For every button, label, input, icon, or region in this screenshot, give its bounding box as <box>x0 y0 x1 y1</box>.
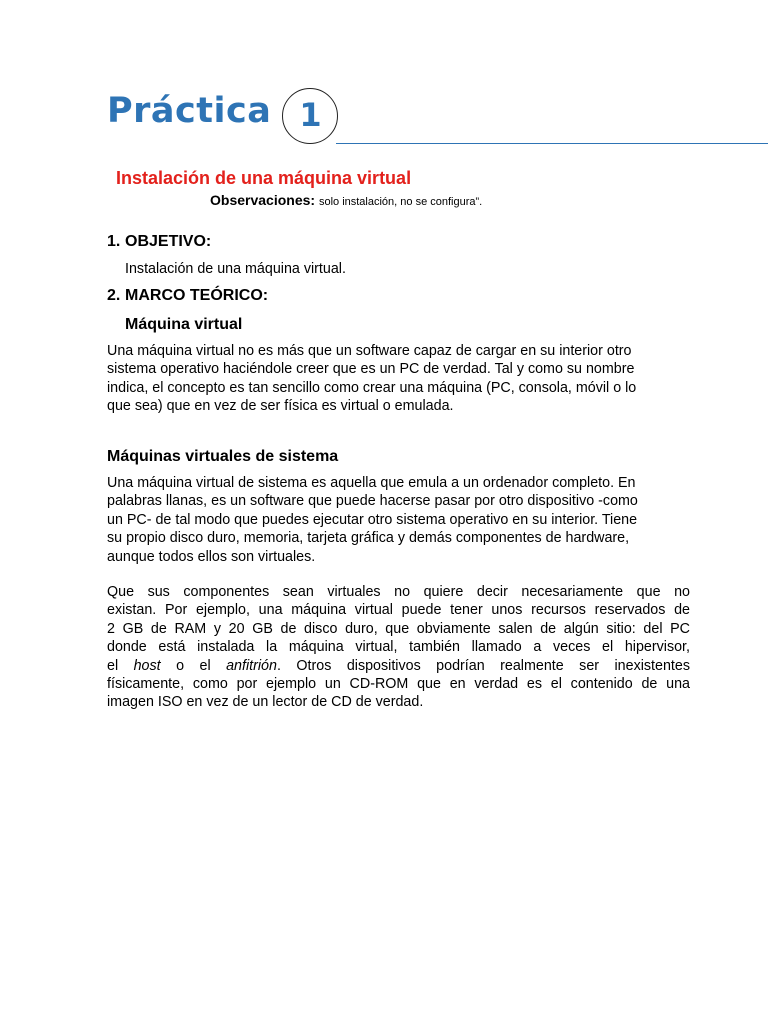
paragraph-line: existan. Por ejemplo, una máquina virtual puede tener unos recursos reservados de <box>107 602 690 619</box>
page-title: Práctica <box>107 91 272 131</box>
paragraph-line: donde está instalada la máquina virtual, también llamado a veces el hipervisor, <box>107 639 690 656</box>
paragraph-line: imagen ISO en vez de un lector de CD de verdad. <box>107 694 424 711</box>
text-run: . Otros dispositivos podrían realmente ser inexistentes <box>276 657 690 674</box>
subtitle: Instalación de una máquina virtual <box>116 168 412 188</box>
heading-maquinas-virtuales-sistema: Máquinas virtuales de sistema <box>107 448 339 465</box>
paragraph-line: un PC- de tal modo que puedes ejecutar otro sistema operativo en su interior. Tiene <box>107 511 638 528</box>
paragraph-1 <box>107 342 689 416</box>
text-run-italic: host <box>133 657 161 674</box>
paragraph-line: sistema operativo haciéndole creer que es un PC de verdad. Tal y como su nombre <box>107 361 635 378</box>
observations-text: solo instalación, no se configura <box>318 196 476 208</box>
paragraph-line: su propio disco duro, memoria, tarjeta gráfica y demás componentes de hardware, <box>107 530 630 547</box>
paragraph-2 <box>107 474 689 566</box>
observations <box>210 192 482 208</box>
paragraph-line: aunque todos ellos son virtuales. <box>107 548 316 565</box>
section-title: OBJETIVO: <box>125 233 212 250</box>
subheading-maquina-virtual: Máquina virtual <box>125 316 243 333</box>
section-number: 2. <box>107 287 121 304</box>
paragraph-line: que sea) que en vez de ser física es virtual o emulada. <box>107 398 454 415</box>
observations-label: Observaciones: <box>210 192 316 208</box>
section-heading-objetivo <box>107 233 211 251</box>
objetivo-text: Instalación de una máquina virtual. <box>125 261 346 277</box>
paragraph-3 <box>107 583 690 712</box>
title-number: 1 <box>299 96 322 134</box>
section-heading-marco <box>107 287 268 305</box>
text-run-italic: anfitrión <box>226 657 277 674</box>
paragraph-line: físicamente, como por ejemplo un CD-ROM que en verdad es el contenido de una <box>107 676 690 693</box>
paragraph-line: Una máquina virtual no es más que un software capaz de cargar en su interior otro <box>107 343 632 359</box>
paragraph-line: palabras llanas, es un software que puede hacerse pasar por otro dispositivo -como <box>107 493 638 510</box>
paragraph-line: Que sus componentes sean virtuales no quiere decir necesariamente que no <box>107 584 690 600</box>
text-run: el <box>107 657 134 674</box>
paragraph-line: indica, el concepto es tan sencillo como crear una máquina (PC, consola, móvil o lo <box>107 379 637 396</box>
title-underline <box>336 143 768 144</box>
section-number: 1. <box>107 233 121 250</box>
paragraph-line <box>107 657 690 675</box>
observations-suffix: ”. <box>475 196 483 208</box>
section-title: MARCO TEÓRICO: <box>125 287 269 304</box>
text-run: o el <box>160 657 227 674</box>
paragraph-line: Una máquina virtual de sistema es aquella que emula a un ordenador completo. En <box>107 475 636 491</box>
paragraph-line: 2 GB de RAM y 20 GB de disco duro, que obviamente salen de algún sitio: del PC <box>107 620 690 637</box>
